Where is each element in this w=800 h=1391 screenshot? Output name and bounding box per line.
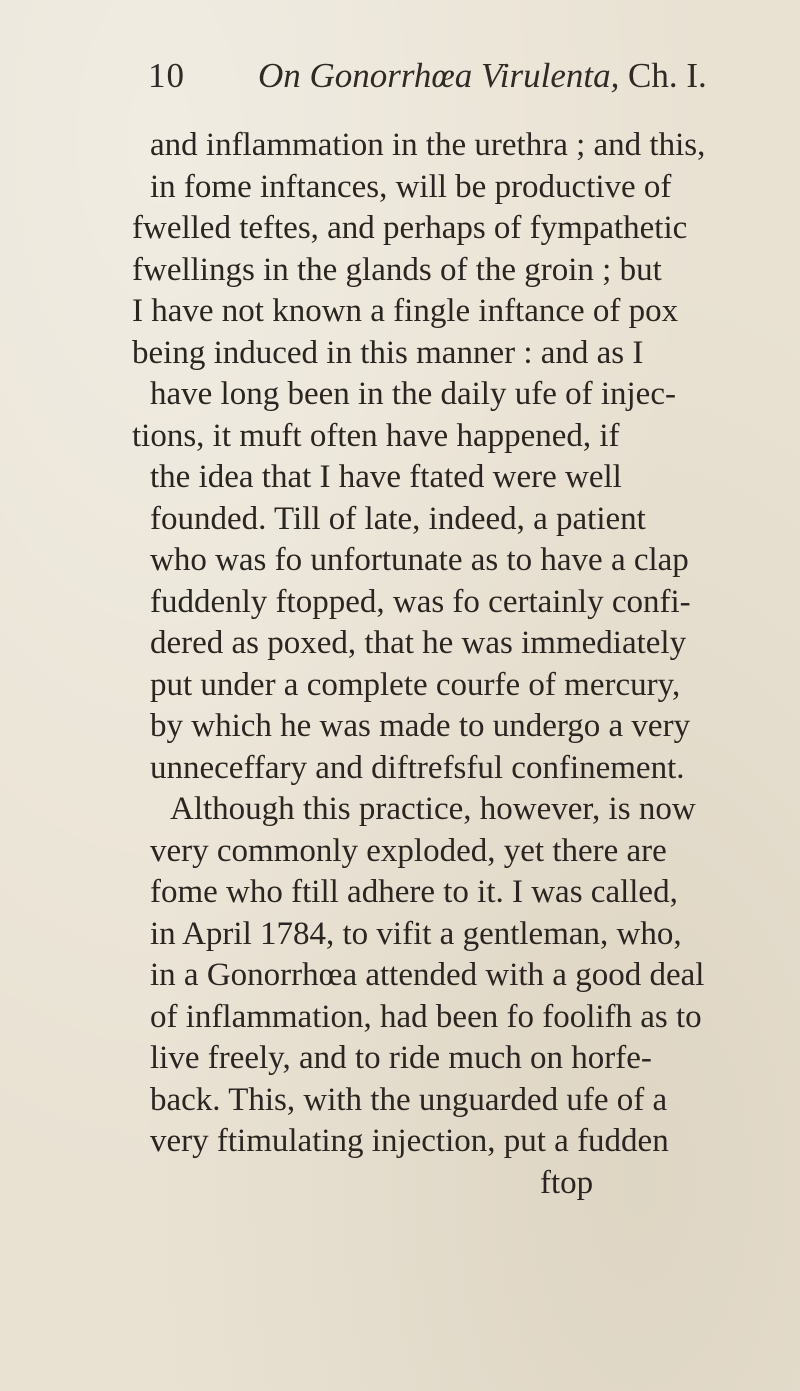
page-number: 10 bbox=[148, 56, 185, 95]
text-line: Although this practice, however, is now bbox=[170, 791, 696, 827]
text-line: in a Gonorrhœa attended with a good deal bbox=[150, 957, 705, 993]
text-line: in fome inftances, will be productive of bbox=[150, 168, 672, 205]
text-line: the idea that I have ftated were well bbox=[150, 459, 622, 495]
text-line: fuddenly ftopped, was fo certainly confi- bbox=[150, 583, 691, 620]
text-line: dered as poxed, that he was immediately bbox=[150, 625, 687, 661]
body-text bbox=[132, 125, 785, 1204]
text-line: fwellings in the glands of the groin ; but bbox=[132, 251, 662, 288]
text-line: have long been in the daily ufe of injec- bbox=[150, 376, 676, 412]
text-line: in April 1784, to vifit a gentleman, who, bbox=[150, 915, 682, 952]
text-line: who was fo unfortunate as to have a clap bbox=[150, 542, 689, 578]
text-line: tions, it muft often have happened, if bbox=[132, 417, 620, 454]
text-line: of inflammation, had been fo foolifh as to bbox=[150, 998, 702, 1035]
text-line: put under a complete courfe of mercury, bbox=[150, 666, 681, 703]
text-line: very commonly exploded, yet there are bbox=[150, 832, 667, 869]
text-line: by which he was made to undergo a very bbox=[150, 708, 691, 744]
text-line: unneceffary and diftrefsful confinement. bbox=[150, 749, 685, 786]
text-line: live freely, and to ride much on horfe- bbox=[150, 1040, 652, 1076]
text-line: fome who ftill adhere to it. I was called, bbox=[150, 874, 678, 910]
text-line: being induced in this manner : and as I bbox=[132, 334, 644, 371]
text-line: I have not known a fingle inftance of pox bbox=[132, 293, 679, 329]
text-line: fwelled teftes, and perhaps of fympathetic bbox=[132, 210, 688, 246]
chapter-label: Ch. I. bbox=[628, 56, 707, 95]
text-line: and inflammation in the urethra ; and this, bbox=[150, 127, 706, 163]
catchword: ftop bbox=[540, 1164, 594, 1201]
running-head bbox=[148, 56, 768, 104]
text-line: founded. Till of late, indeed, a patient bbox=[150, 500, 646, 537]
text-line: very ftimulating injection, put a fudden bbox=[150, 1123, 669, 1159]
running-title: On Gonorrhœa Virulenta, bbox=[258, 56, 620, 95]
text-line: back. This, with the unguarded ufe of a bbox=[150, 1081, 668, 1118]
